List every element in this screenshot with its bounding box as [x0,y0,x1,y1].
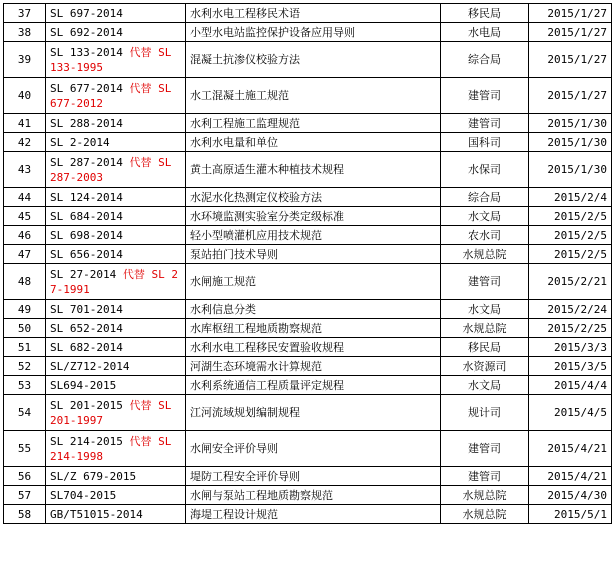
standard-code-cell [46,300,186,319]
responsible-department: 水文局 [441,376,529,395]
release-date: 2015/2/4 [529,188,612,207]
responsible-department: 水规总院 [441,245,529,264]
row-number: 58 [4,505,46,524]
table-row [4,467,612,486]
row-number: 54 [4,395,46,431]
row-number: 55 [4,431,46,467]
row-number: 37 [4,4,46,23]
standard-code-cell [46,431,186,467]
release-date: 2015/1/27 [529,23,612,42]
standard-code: SL 27-2014 [50,267,123,281]
table-row [4,505,612,524]
standard-title: 水利工程施工监理规范 [186,114,441,133]
standard-title: 水泥水化热测定仪校验方法 [186,188,441,207]
row-number: 52 [4,357,46,376]
row-number: 53 [4,376,46,395]
table-row [4,114,612,133]
table-row [4,338,612,357]
standard-title: 水环境监测实验室分类定级标准 [186,207,441,226]
responsible-department: 水资源司 [441,357,529,376]
standard-code-cell [46,467,186,486]
standard-code-cell [46,133,186,152]
row-number: 47 [4,245,46,264]
standard-code-cell [46,505,186,524]
table-row [4,300,612,319]
responsible-department: 建管司 [441,264,529,300]
standard-code: SL 2-2014 [50,135,110,149]
table-row [4,152,612,188]
standard-code-cell [46,319,186,338]
responsible-department: 建管司 [441,78,529,114]
responsible-department: 移民局 [441,4,529,23]
standard-code: SL 214-2015 [50,434,130,448]
release-date: 2015/2/5 [529,226,612,245]
release-date: 2015/5/1 [529,505,612,524]
row-number: 51 [4,338,46,357]
standard-title: 混凝土抗渗仪校验方法 [186,42,441,78]
responsible-department: 水文局 [441,300,529,319]
row-number: 48 [4,264,46,300]
table-row [4,245,612,264]
standard-code-cell [46,188,186,207]
replaces-note: 代替 SL 677-2012 [50,81,172,110]
row-number: 40 [4,78,46,114]
table-row [4,133,612,152]
row-number: 44 [4,188,46,207]
responsible-department: 国科司 [441,133,529,152]
standard-code-cell [46,395,186,431]
standard-title: 水利系统通信工程质量评定规程 [186,376,441,395]
standard-title: 轻小型喷灌机应用技术规范 [186,226,441,245]
release-date: 2015/4/21 [529,431,612,467]
standard-title: 水利水电量和单位 [186,133,441,152]
standard-title: 堤防工程安全评价导则 [186,467,441,486]
row-number: 38 [4,23,46,42]
replaces-note: 代替 SL 201-1997 [50,398,172,427]
table-row [4,395,612,431]
standard-code: SL/Z712-2014 [50,359,130,373]
standard-title: 水闸与泵站工程地质勘察规范 [186,486,441,505]
standard-title: 小型水电站监控保护设备应用导则 [186,23,441,42]
release-date: 2015/1/30 [529,152,612,188]
table-row [4,486,612,505]
replaces-note: 代替 SL 287-2003 [50,155,172,184]
table-row [4,264,612,300]
responsible-department: 水文局 [441,207,529,226]
standard-code-cell [46,486,186,505]
row-number: 42 [4,133,46,152]
row-number: 57 [4,486,46,505]
standard-title: 海堤工程设计规范 [186,505,441,524]
standard-code: SL 682-2014 [50,340,123,354]
release-date: 2015/2/25 [529,319,612,338]
row-number: 50 [4,319,46,338]
standard-title: 黄土高原适生灌木种植技术规程 [186,152,441,188]
release-date: 2015/1/27 [529,4,612,23]
standard-code-cell [46,114,186,133]
responsible-department: 规计司 [441,395,529,431]
table-row [4,319,612,338]
standard-code: GB/T51015-2014 [50,507,143,521]
standard-title: 江河流域规划编制规程 [186,395,441,431]
release-date: 2015/1/30 [529,133,612,152]
standard-title: 水利信息分类 [186,300,441,319]
release-date: 2015/4/5 [529,395,612,431]
responsible-department: 水规总院 [441,486,529,505]
standard-code: SL 698-2014 [50,228,123,242]
responsible-department: 综合局 [441,188,529,207]
table-row [4,207,612,226]
table-row [4,78,612,114]
row-number: 43 [4,152,46,188]
standard-code-cell [46,226,186,245]
table-row [4,4,612,23]
responsible-department: 建管司 [441,114,529,133]
responsible-department: 建管司 [441,467,529,486]
table-row [4,376,612,395]
standard-code-cell [46,245,186,264]
standard-title: 水闸安全评价导则 [186,431,441,467]
standard-title: 河湖生态环境需水计算规范 [186,357,441,376]
row-number: 41 [4,114,46,133]
standard-code-cell [46,4,186,23]
responsible-department: 水规总院 [441,505,529,524]
standard-code: SL 692-2014 [50,25,123,39]
release-date: 2015/1/27 [529,78,612,114]
replaces-note: 代替 SL 133-1995 [50,45,172,74]
standard-title: 水利水电工程移民安置验收规程 [186,338,441,357]
responsible-department: 移民局 [441,338,529,357]
row-number: 49 [4,300,46,319]
standard-code-cell [46,78,186,114]
standard-code: SL 124-2014 [50,190,123,204]
row-number: 56 [4,467,46,486]
release-date: 2015/4/30 [529,486,612,505]
standard-code-cell [46,264,186,300]
standard-title: 水闸施工规范 [186,264,441,300]
table-row [4,226,612,245]
standard-code-cell [46,152,186,188]
release-date: 2015/3/3 [529,338,612,357]
responsible-department: 水规总院 [441,319,529,338]
standard-code: SL 133-2014 [50,45,130,59]
table-row [4,42,612,78]
standard-code: SL 701-2014 [50,302,123,316]
standard-title: 水利水电工程移民术语 [186,4,441,23]
replaces-note: 代替 SL 214-1998 [50,434,172,463]
table-row [4,188,612,207]
replaces-note: 代替 SL 27-1991 [50,267,178,296]
standard-code: SL704-2015 [50,488,117,502]
standard-code: SL 684-2014 [50,209,123,223]
standard-code: SL694-2015 [50,378,117,392]
responsible-department: 综合局 [441,42,529,78]
standard-code: SL 288-2014 [50,116,123,130]
release-date: 2015/2/24 [529,300,612,319]
standard-code: SL 287-2014 [50,155,130,169]
responsible-department: 水电局 [441,23,529,42]
table-row [4,23,612,42]
table-body [4,4,612,524]
release-date: 2015/2/5 [529,207,612,226]
standard-code-cell [46,42,186,78]
standard-code: SL 697-2014 [50,6,123,20]
release-date: 2015/1/30 [529,114,612,133]
responsible-department: 农水司 [441,226,529,245]
standard-code: SL 652-2014 [50,321,123,335]
standard-code: SL 677-2014 [50,81,130,95]
standards-table [3,3,612,524]
release-date: 2015/4/4 [529,376,612,395]
standard-code: SL 201-2015 [50,398,130,412]
responsible-department: 建管司 [441,431,529,467]
standard-code-cell [46,357,186,376]
table-row [4,357,612,376]
standard-title: 水库枢纽工程地质勘察规范 [186,319,441,338]
release-date: 2015/4/21 [529,467,612,486]
standard-code: SL 656-2014 [50,247,123,261]
standard-code-cell [46,338,186,357]
release-date: 2015/2/5 [529,245,612,264]
row-number: 39 [4,42,46,78]
standard-code: SL/Z 679-2015 [50,469,137,483]
standard-title: 水工混凝土施工规范 [186,78,441,114]
table-row [4,431,612,467]
release-date: 2015/3/5 [529,357,612,376]
release-date: 2015/1/27 [529,42,612,78]
standard-title: 泵站拍门技术导则 [186,245,441,264]
standard-code-cell [46,23,186,42]
row-number: 45 [4,207,46,226]
standard-code-cell [46,207,186,226]
release-date: 2015/2/21 [529,264,612,300]
row-number: 46 [4,226,46,245]
responsible-department: 水保司 [441,152,529,188]
standard-code-cell [46,376,186,395]
